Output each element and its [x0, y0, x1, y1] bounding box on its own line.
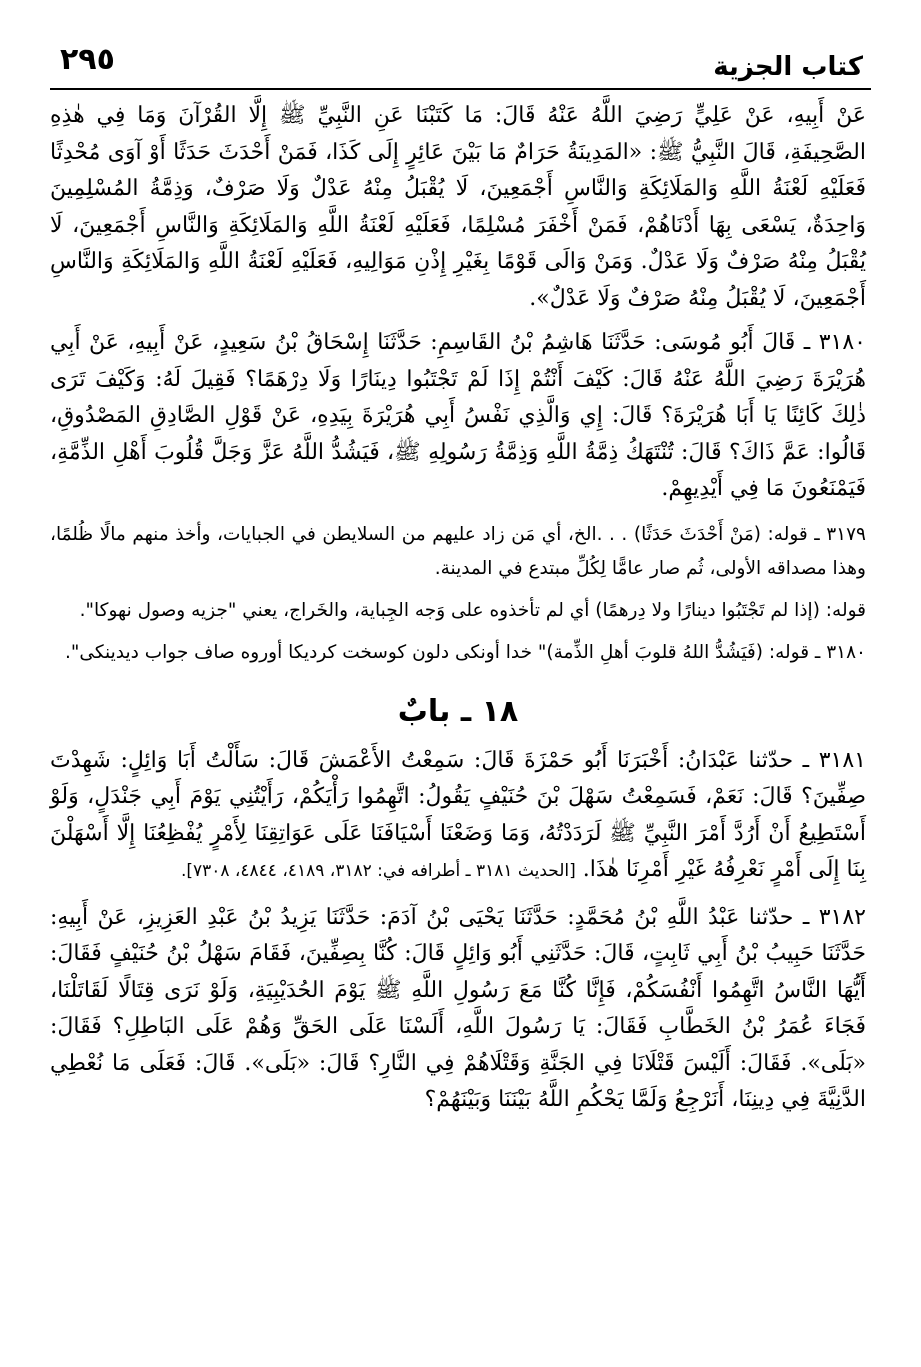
- hadith-3180-text: ٣١٨٠ ـ قَالَ أَبُو مُوسَى: حَدَّثَنَا هَاشِمُ بْنُ القَاسِمِ: حَدَّثَنَا إِسْحَاقُ بْنُ سَعِيدٍ، عَنْ أَبِيهِ، عَنْ أَبِي هُرَيْرَةَ رَضِيَ اللَّهُ عَنْهُ قَالَ: كَيْفَ أَنْتُمْ إِذَا لَمْ تَجْتَبُوا دِينَارًا وَلَا دِرْهَمًا؟ فَقِيلَ لَهُ: وَكَيْفَ تَرَى ذٰلِكَ كَائِنًا يَا أَبَا هُرَيْرَةَ؟ قَالَ: إِي وَالَّذِي نَفْسُ أَبِي هُرَيْرَةَ بِيَدِهِ، عَنْ قَوْلِ الصَّادِقِ المَصْدُوقِ، قَالُوا: عَمَّ ذَاكَ؟ قَالَ: تُنْتَهَكُ ذِمَّةُ اللَّهِ وَذِمَّةُ رَسُولِهِ ﷺ، فَيَشُدُّ اللَّهُ عَزَّ وَجَلَّ قُلُوبَ أَهْلِ الذِّمَّةِ، فَيَمْنَعُونَ مَا فِي أَيْدِيهِمْ.: [50, 330, 866, 501]
- hadith-3181-reference: [الحديث ٣١٨١ ـ أطرافه في: ٣١٨٢، ٤١٨٩، ٤٨٤٤، ٧٣٠٨].: [180, 861, 576, 881]
- hadith-3181-body: ٣١٨١ ـ حدّثنا عَبْدَانُ: أَخْبَرَنَا أَبُو حَمْزَةَ قَالَ: سَمِعْتُ الأَعْمَشَ قَالَ: سَأَلْتُ أَبَا وَائِلٍ: شَهِدْتَ صِفِّينَ؟ قَالَ: نَعَمْ، فَسَمِعْتُ سَهْلَ بْنَ حُنَيْفٍ يَقُولُ: اتَّهِمُوا رَأْيَكُمْ، رَأَيْتُنِي يَوْمَ أَبِي جَنْدَلٍ، وَلَوْ أَسْتَطِيعُ أَنْ أَرُدَّ أَمْرَ النَّبِيِّ ﷺ لَرَدَدْتُهُ، وَمَا وَضَعْنَا أَسْيَافَنَا عَلَى عَوَاتِقِنَا لِأَمْرٍ يُفْظِعُنَا إِلَّا أَسْهَلْنَ بِنَا إِلَى أَمْرٍ نَعْرِفُهُ غَيْرِ أَمْرِنَا هٰذَا.: [50, 747, 866, 882]
- note-3180-b: ٣١٨٠ ـ قوله: (فَيَشُدُّ اللهُ قلوبَ أهلِ الذِّمة)" خدا أونكى دلون كوسخت كرديكا أوروه صاف جواب ديدينكى".: [65, 641, 866, 663]
- page-header: [50, 30, 871, 90]
- bab-heading: ١٨ ـ بابٌ: [397, 693, 519, 729]
- hadith-3182-text: ٣١٨٢ ـ حدّثنا عَبْدُ اللَّهِ بْنُ مُحَمَّدٍ: حَدَّثَنَا يَحْيَى بْنُ آدَمَ: حَدَّثَنَا يَزِيدُ بْنُ عَبْدِ العَزِيزِ، عَنْ أَبِيهِ: حَدَّثَنَا حَبِيبُ بْنُ أَبِي ثَابِتٍ، قَالَ: حَدَّثَنِي أَبُو وَائِلٍ قَالَ: كُنَّا بِصِفِّينَ، فَقَامَ سَهْلُ بْنُ حُنَيْفٍ فَقَالَ: أَيُّهَا النَّاسُ اتَّهِمُوا أَنْفُسَكُمْ، فَإِنَّا كُنَّا مَعَ رَسُولِ اللَّهِ ﷺ يَوْمَ الحُدَيْبِيَةِ، وَلَوْ نَرَى قِتَالًا لَقَاتَلْنَا، فَجَاءَ عُمَرُ بْنُ الخَطَّابِ فَقَالَ: يَا رَسُولَ اللَّهِ، أَلَسْنَا عَلَى الحَقِّ وَهُمْ عَلَى البَاطِلِ؟ فَقَالَ: «بَلَى». فَقَالَ: أَلَيْسَ قَتْلَانَا فِي الجَنَّةِ وَقَتْلَاهُمْ فِي النَّارِ؟ قَالَ: «بَلَى». قَالَ: فَعَلَى مَا نُعْطِي الدَّنِيَّةَ فِي دِينِنَا، أَنَرْجِعُ وَلَمَّا يَحْكُمِ اللَّهُ بَيْنَنَا وَبَيْنَهُمْ؟: [50, 904, 866, 1112]
- page-content: [50, 98, 866, 1119]
- note-3180-a: قوله: (إذا لم تَجْتَبُوا دينارًا ولا دِرهمًا) أي لم تأخذوه على وَجه الجِباية، والخَراج، يعني "جزيه وصول نهوكا".: [79, 599, 866, 621]
- book-title: كتاب الجزية: [713, 52, 863, 82]
- page-number: ٢٩٥: [60, 42, 115, 77]
- note-3179: ٣١٧٩ ـ قوله: (مَنْ أَحْدَثَ حَدَثًا) . . .الخ، أي مَن زاد عليهم من السلايطن في الجبايات، وأخذ منهم مالًا ظُلمًا، وهذا مصداقه الأولى، ثُم صار عامًّا لِكُلِّ مبتدع في المدينة.: [50, 523, 866, 579]
- hadith-3179-text: عَنْ أَبِيهِ، عَنْ عَلِيٍّ رَضِيَ اللَّهُ عَنْهُ قَالَ: مَا كَتَبْنَا عَنِ النَّبِيِّ ﷺ إِلَّا القُرْآنَ وَمَا فِي هٰذِهِ الصَّحِيفَةِ، قَالَ النَّبِيُّ ﷺ: «المَدِينَةُ حَرَامٌ مَا بَيْنَ عَائِرٍ إِلَى كَذَا، فَمَنْ أَحْدَثَ حَدَثًا أَوْ آوَى مُحْدِثًا فَعَلَيْهِ لَعْنَةُ اللَّهِ وَالمَلَائِكَةِ وَالنَّاسِ أَجْمَعِينَ، لَا يُقْبَلُ مِنْهُ عَدْلٌ وَلَا صَرْفٌ، وَذِمَّةُ المُسْلِمِينَ وَاحِدَةٌ، يَسْعَى بِهَا أَدْنَاهُمْ، فَمَنْ أَخْفَرَ مُسْلِمًا، فَعَلَيْهِ لَعْنَةُ اللَّهِ وَالمَلَائِكَةِ وَالنَّاسِ أَجْمَعِينَ، لَا يُقْبَلُ مِنْهُ صَرْفٌ وَلَا عَدْلٌ. وَمَنْ وَالَى قَوْمًا بِغَيْرِ إِذْنِ مَوَالِيهِ، فَعَلَيْهِ لَعْنَةُ اللَّهِ وَالمَلَائِكَةِ وَالنَّاسِ أَجْمَعِينَ، لَا يُقْبَلُ مِنْهُ صَرْفٌ وَلَا عَدْلٌ».: [50, 103, 866, 311]
- hadith-3181-text: [50, 743, 866, 890]
